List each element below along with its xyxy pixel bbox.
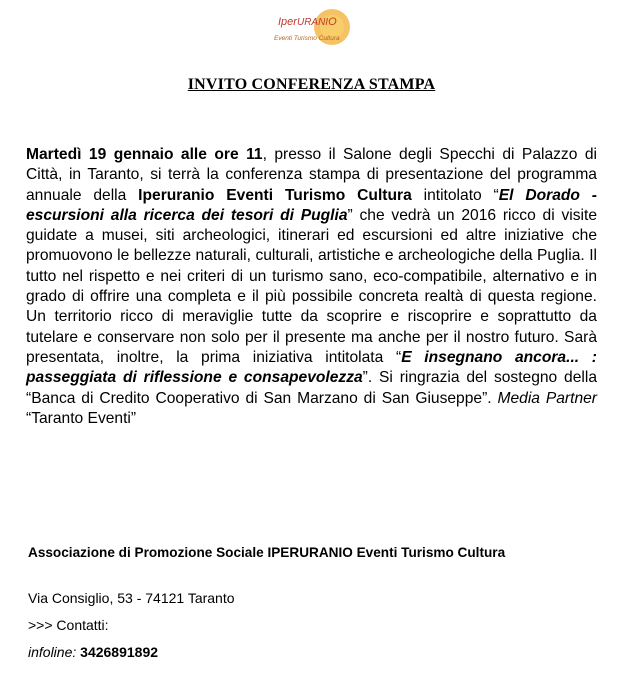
logo-brand-prefix: Iper — [278, 16, 297, 28]
initiative-title: E insegnano ancora... : passeggiata di riflessione e consapevolezza — [26, 348, 597, 387]
body-text-5: “Taranto Eventi” — [26, 409, 137, 427]
event-date: Martedì 19 gennaio alle ore 11 — [26, 146, 263, 163]
logo-brand-suffix: O — [328, 16, 337, 28]
announcement-paragraph — [26, 145, 597, 429]
body-text-1: , presso il Salone degli Specchi di Palazzo di Città, in Taranto, si terrà la conferenza stampa di presentazione del programma annuale della — [26, 146, 597, 204]
body-text-4: ”. Si ringrazia del sostegno della “Banca di Credito Cooperativo di San Marzano di San Giuseppe”. — [26, 369, 597, 407]
organization-name: Associazione di Promozione Sociale IPERURANIO Eventi Turismo Cultura — [28, 545, 506, 560]
logo-brand-main: URANI — [296, 17, 329, 28]
program-title: El Dorado - escursioni alla ricerca dei tesori di Puglia — [26, 186, 597, 224]
page-title: INVITO CONFERENZA STAMPA — [187, 76, 436, 93]
body-text-2: intitolato “ — [411, 186, 499, 204]
logo — [268, 7, 354, 49]
infoline-number: 3426891892 — [80, 644, 159, 660]
organizer-name: Iperuranio Eventi Turismo Cultura — [138, 186, 412, 204]
body-text-3: ” che vedrà un 2016 ricco di visite guidate a musei, siti archeologici, itinerari ed escursioni ed altre iniziative che promuovono le bellezze naturali, culturali, artistiche e archeologiche della Puglia. Il tutto nel rispetto e nei criteri di un turismo sano, eco-compatibile, alternativo e in grado di offrire una completa e il più possibile concreta realtà di questa regione. Un territorio ricco di meraviglie tutte da scoprire e riscoprire e soprattutto da tutelare e conservare non solo per il presente ma anche per il nostro futuro. Sarà presentata, inoltre, la prima iniziativa intitolata “ — [26, 206, 597, 366]
contacts-label: >>> Contatti: — [28, 617, 109, 633]
address: Via Consiglio, 53 - 74121 Taranto — [28, 590, 235, 606]
infoline-label: infoline: — [28, 644, 77, 660]
infoline — [28, 644, 158, 660]
media-partner-label: Media Partner — [497, 389, 597, 407]
logo-tagline: Eventi Turismo Cultura — [274, 35, 340, 42]
logo-sun-icon — [268, 7, 354, 49]
logo-brand — [278, 16, 337, 28]
